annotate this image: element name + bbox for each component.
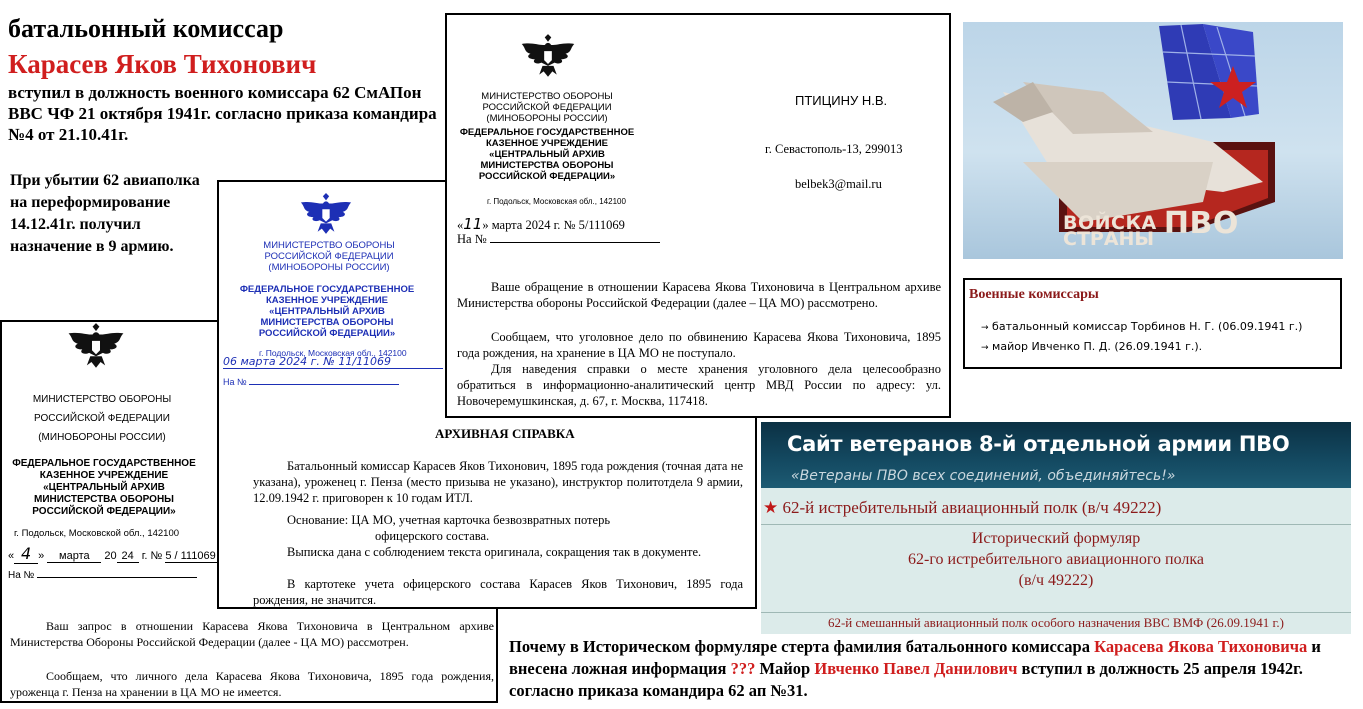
letter3-address: г. Подольск, Московская обл., 142100 bbox=[487, 197, 626, 206]
letter2-agency-4: МИНИСТЕРСТВА ОБОРОНЫ bbox=[260, 317, 394, 328]
site-regiment-row bbox=[763, 498, 1161, 518]
letter3-agency-1: ФЕДЕРАЛЬНОЕ ГОСУДАРСТВЕННОЕ bbox=[459, 127, 635, 138]
site-form-line1: Исторический формуляр bbox=[971, 530, 1141, 547]
letter1-date-year: 24 bbox=[117, 550, 139, 563]
letter3-paragraph-3: Для наведения справки о месте хранения уголовного дела целесообразно обратиться в информационно-аналитический центр МВД России по адресу: ул. Новочеремушкинская, д. 67, г. Москва, 117418. bbox=[457, 362, 941, 408]
letter2-agency-5: РОССИЙСКОЙ ФЕДЕРАЦИИ» bbox=[258, 328, 396, 339]
question-text bbox=[509, 636, 1345, 702]
question-part-1: Почему в Историческом формуляре стерта фамилия батальонного комиссара bbox=[509, 637, 1095, 656]
arrow-right-icon: → bbox=[981, 323, 989, 333]
letter3-email: belbek3@mail.ru bbox=[795, 177, 882, 191]
badge-text-line2: СТРАНЫ bbox=[1063, 228, 1155, 250]
letter3-ministry-3: (МИНОБОРОНЫ РОССИИ) bbox=[486, 113, 608, 124]
letter2-paragraph-3: Выписка дана с соблюдением текста оригинала, сокращения так в документе. bbox=[287, 545, 702, 559]
commissars-item-1-text: батальонный комиссар Торбинов Н. Г. (06.09.1941 г.) bbox=[992, 320, 1303, 333]
archive-letter-3 bbox=[445, 13, 951, 418]
letter3-city: г. Севастополь-13, 299013 bbox=[765, 142, 903, 156]
eagle-emblem-icon bbox=[60, 322, 132, 370]
letter1-agency-5: РОССИЙСКОЙ ФЕДЕРАЦИИ» bbox=[32, 506, 176, 517]
question-marks: ??? bbox=[730, 659, 756, 678]
commissars-item-2[interactable] bbox=[981, 340, 1202, 353]
letter1-agency-3: «ЦЕНТРАЛЬНЫЙ АРХИВ bbox=[43, 482, 165, 493]
site-header bbox=[761, 422, 1351, 488]
question-part-4: вступил в должность 25 апреля 1942г. согласно приказа командира 62 ап №31. bbox=[509, 659, 1303, 700]
commissars-item-1[interactable] bbox=[981, 320, 1302, 333]
site-regiment[interactable]: 62-й истребительный авиационный полк (в/ч 49222) bbox=[782, 498, 1162, 517]
letter1-agency-2: КАЗЕННОЕ УЧРЕЖДЕНИЕ bbox=[39, 470, 169, 481]
letter3-paragraph-2: Сообщаем, что уголовное дело по обвинению Карасева Якова Тихоновича, 1895 года рождения, на хранение в ЦА МО не поступало. bbox=[457, 330, 941, 360]
site-footer: 62-й смешанный авиационный полк особого назначения ВВС ВМФ (26.09.1941 г.) bbox=[761, 612, 1351, 631]
site-form-line3: (в/ч 49222) bbox=[1018, 572, 1094, 589]
letter2-na-label: На № bbox=[223, 377, 247, 387]
letter1-number-prefix: г. № bbox=[141, 550, 163, 562]
site-subtitle: «Ветераны ПВО всех соединений, объединяйтесь!» bbox=[791, 468, 1176, 484]
question-part-2: и внесена ложная информация bbox=[509, 637, 1321, 678]
letter1-date-month: марта bbox=[47, 550, 101, 563]
letter1-address: г. Подольск, Московской обл., 142100 bbox=[14, 528, 180, 539]
letter1-body-2: Сообщаем, что личного дела Карасева Якова Тихоновича, 1895 года рождения, уроженца г. Пенза на хранении в ЦА МО не имеется. bbox=[10, 669, 494, 699]
letter2-agency-3: «ЦЕНТРАЛЬНЫЙ АРХИВ bbox=[269, 306, 385, 317]
letter2-paragraph-4: В картотеке учета офицерского состава Карасев Яков Тихонович, 1895 года рождения, не значится. bbox=[253, 577, 743, 607]
letter3-date-day: 11 bbox=[463, 215, 483, 233]
intro-name: Карасев Яков Тихонович bbox=[8, 49, 317, 79]
letter2-title: АРХИВНАЯ СПРАВКА bbox=[435, 426, 575, 441]
question-part-3: Майор bbox=[755, 659, 815, 678]
letter1-na-label: На № bbox=[8, 570, 35, 581]
eagle-emblem-icon bbox=[515, 33, 581, 79]
question-name-1: Карасева Якова Тихоновича bbox=[1094, 637, 1308, 656]
intro-rank: батальонный комиссар bbox=[8, 14, 284, 43]
badge-text-voiska: ВОЙСКА bbox=[1063, 212, 1157, 234]
site-divider bbox=[761, 524, 1351, 525]
veterans-site-panel bbox=[761, 422, 1351, 634]
letter1-agency-1: ФЕДЕРАЛЬНОЕ ГОСУДАРСТВЕННОЕ bbox=[12, 458, 196, 469]
pvo-badge-image bbox=[963, 22, 1343, 259]
letter1-date: « 4 » марта 20 24 г. № 5 / 111069 bbox=[8, 544, 237, 564]
letter3-recipient: ПТИЦИНУ Н.В. bbox=[795, 93, 888, 108]
site-title[interactable]: Сайт ветеранов 8-й отдельной армии ПВО bbox=[787, 432, 1290, 456]
letter2-address: г. Подольск, Московская обл., 142100 bbox=[259, 348, 407, 358]
site-form-line2: 62-го истребительного авиационного полка bbox=[908, 551, 1204, 568]
letter1-ministry-1: МИНИСТЕРСТВО ОБОРОНЫ bbox=[32, 394, 172, 405]
letter3-agency-2: КАЗЕННОЕ УЧРЕЖДЕНИЕ bbox=[485, 138, 608, 149]
commissars-item-2-text: майор Ивченко П. Д. (26.09.1941 г.). bbox=[992, 340, 1203, 353]
arrow-right-icon: → bbox=[981, 343, 989, 353]
letter1-ministry-2: РОССИЙСКОЙ ФЕДЕРАЦИИ bbox=[34, 413, 170, 424]
letter2-paragraph-2b: офицерского состава. bbox=[375, 529, 490, 543]
letter3-ministry-2: РОССИЙСКОЙ ФЕДЕРАЦИИ bbox=[482, 102, 612, 113]
star-icon: ★ bbox=[763, 498, 779, 517]
letter1-body-1: Ваш запрос в отношении Карасева Якова Тихоновича в Центральном архиве Министерства Обороны Российской Федерации (далее - ЦА МО) рассмотрен. bbox=[10, 619, 494, 649]
letter3-date-rest: марта 2024 г. № 5/111069 bbox=[491, 218, 625, 232]
letter2-date: 06 марта 2024 г. № 11/11069 bbox=[223, 355, 443, 369]
letter3-date: «11» марта 2024 г. № 5/111069 bbox=[457, 215, 625, 233]
letter2-agency-1: ФЕДЕРАЛЬНОЕ ГОСУДАРСТВЕННОЕ bbox=[239, 284, 415, 295]
letter1-agency-4: МИНИСТЕРСТВА ОБОРОНЫ bbox=[34, 494, 174, 505]
letter2-paragraph-2a: Основание: ЦА МО, учетная карточка безвозвратных потерь bbox=[287, 513, 611, 527]
intro-note: При убытии 62 авиаполка на переформирование 14.12.41г. получил назначение в 9 армию. bbox=[10, 172, 200, 255]
letter3-agency-4: МИНИСТЕРСТВА ОБОРОНЫ bbox=[480, 160, 614, 171]
letter3-paragraph-1: Ваше обращение в отношении Карасева Якова Тихоновича в Центральном архиве Министерства обороны Российской Федерации (далее – ЦА МО) рассмотрено. bbox=[457, 280, 941, 310]
letter2-paragraph-1: Батальонный комиссар Карасев Яков Тихонович, 1895 года рождения (точная дата не указана), уроженец г. Пенза (место призыва не указано), инструктор политотдела 9 армии, 12.09.1942 г. приговорен к 10 годам ИТЛ. bbox=[253, 459, 743, 505]
letter2-ministry-1: МИНИСТЕРСТВО ОБОРОНЫ bbox=[263, 240, 395, 251]
letter3-ministry-1: МИНИСТЕРСТВО ОБОРОНЫ bbox=[481, 91, 613, 102]
letter2-ministry-3: (МИНОБОРОНЫ РОССИИ) bbox=[268, 262, 390, 273]
commissars-title: Военные комиссары bbox=[969, 287, 1099, 302]
eagle-emblem-blue-icon bbox=[293, 192, 359, 236]
letter2-agency-2: КАЗЕННОЕ УЧРЕЖДЕНИЕ bbox=[265, 295, 388, 306]
letter3-na-label: На № bbox=[457, 232, 487, 246]
question-name-2: Ивченко Павел Данилович bbox=[814, 659, 1018, 678]
intro-block bbox=[8, 14, 448, 145]
letter3-agency-5: РОССИЙСКОЙ ФЕДЕРАЦИИ» bbox=[478, 171, 616, 182]
intro-text: вступил в должность военного комиссара 62 СмАПон ВВС ЧФ 21 октября 1941г. согласно приказа командира №4 от 21.10.41г. bbox=[8, 83, 437, 144]
letter1-number: 5 / 111069 bbox=[165, 550, 237, 563]
letter2-ministry-2: РОССИЙСКОЙ ФЕДЕРАЦИИ bbox=[264, 251, 394, 262]
letter1-date-year-prefix: 20 bbox=[104, 550, 117, 562]
letter1-date-day: 4 bbox=[14, 544, 38, 564]
commissars-panel bbox=[963, 278, 1342, 369]
letter1-ministry-3: (МИНОБОРОНЫ РОССИИ) bbox=[38, 432, 166, 443]
letter3-agency-3: «ЦЕНТРАЛЬНЫЙ АРХИВ bbox=[489, 149, 605, 160]
badge-text-pvo: ПВО bbox=[1163, 206, 1239, 241]
